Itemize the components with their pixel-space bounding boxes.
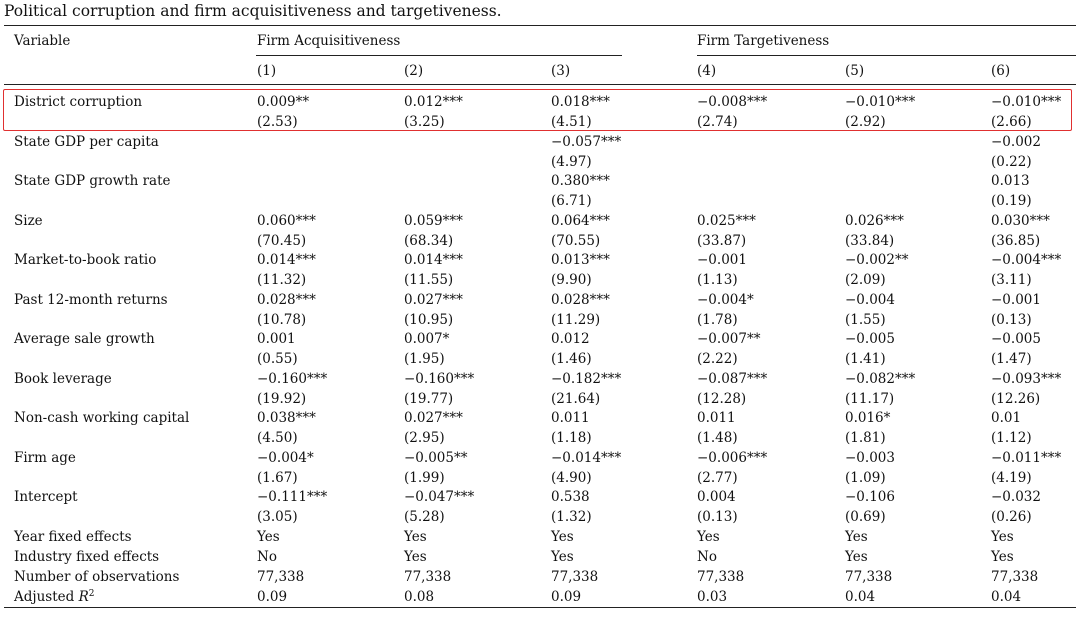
footer-row-label: Year fixed effects <box>14 529 132 545</box>
t-stat-cell: (3.25) <box>404 114 445 130</box>
coef-cell: −0.087*** <box>697 370 768 387</box>
t-stat-cell: (1.47) <box>991 351 1032 367</box>
table-caption: Political corruption and firm acquisitiveness and targetiveness. <box>4 2 502 20</box>
coef-cell: −0.047*** <box>404 489 475 505</box>
t-stat-cell: (0.13) <box>697 509 738 525</box>
bottom-rule <box>4 607 1076 608</box>
row-label: State GDP growth rate <box>14 173 171 189</box>
row-label: Book leverage <box>14 370 112 387</box>
t-stat-cell: (4.90) <box>551 469 592 486</box>
top-rule <box>4 25 1076 26</box>
coef-cell: −0.005 <box>845 331 895 347</box>
footer-cell: 0.04 <box>991 589 1022 605</box>
coef-cell: −0.032 <box>991 489 1041 505</box>
coef-cell: −0.001 <box>697 252 747 268</box>
t-stat-cell: (1.32) <box>551 509 592 525</box>
coef-cell: 0.011 <box>697 410 736 426</box>
t-stat-cell: (12.28) <box>697 390 747 407</box>
coef-cell: 0.007* <box>404 331 450 347</box>
t-stat-cell: (3.11) <box>991 272 1032 288</box>
coef-cell: −0.007** <box>697 331 761 347</box>
t-stat-cell: (11.55) <box>404 272 454 288</box>
coef-cell: −0.005** <box>404 449 468 466</box>
t-stat-cell: (1.78) <box>697 311 738 328</box>
t-stat-cell: (70.45) <box>257 232 307 249</box>
t-stat-cell: (2.53) <box>257 114 298 130</box>
t-stat-cell: (0.13) <box>991 311 1032 328</box>
group2-rule <box>697 55 1076 56</box>
coef-cell: −0.111*** <box>257 489 328 505</box>
t-stat-cell: (11.17) <box>845 390 895 407</box>
coef-cell: 0.064*** <box>551 212 610 229</box>
coef-cell: −0.010*** <box>845 94 916 110</box>
t-stat-cell: (0.26) <box>991 509 1032 525</box>
row-label: Firm age <box>14 449 76 466</box>
footer-row-label: Adjusted $R^2$ <box>14 589 95 605</box>
coef-cell: 0.014*** <box>257 252 316 268</box>
footer-cell: 77,338 <box>551 569 599 585</box>
footer-cell: 77,338 <box>991 569 1039 585</box>
coef-cell: 0.059*** <box>404 212 463 229</box>
t-stat-cell: (1.09) <box>845 469 886 486</box>
coef-cell: −0.006*** <box>697 449 768 466</box>
footer-cell: 77,338 <box>845 569 893 585</box>
row-label: Past 12-month returns <box>14 291 168 308</box>
footer-cell: 0.08 <box>404 589 435 605</box>
footer-row-label: Number of observations <box>14 569 180 585</box>
t-stat-cell: (4.51) <box>551 114 592 130</box>
footer-cell: Yes <box>551 549 574 565</box>
t-stat-cell: (2.95) <box>404 430 445 446</box>
t-stat-cell: (11.32) <box>257 272 307 288</box>
footer-cell: 77,338 <box>697 569 745 585</box>
coef-cell: −0.004 <box>845 291 895 308</box>
coef-cell: −0.014*** <box>551 449 622 466</box>
coef-cell: 0.01 <box>991 410 1022 426</box>
footer-cell: 77,338 <box>257 569 305 585</box>
t-stat-cell: (0.22) <box>991 153 1032 170</box>
coef-cell: 0.011 <box>551 410 590 426</box>
coef-cell: 0.018*** <box>551 94 610 110</box>
t-stat-cell: (2.92) <box>845 114 886 130</box>
t-stat-cell: (1.12) <box>991 430 1032 446</box>
group1-rule <box>256 55 622 56</box>
coef-cell: 0.001 <box>257 331 296 347</box>
t-stat-cell: (2.22) <box>697 351 738 367</box>
coef-cell: −0.008*** <box>697 94 768 110</box>
t-stat-cell: (1.48) <box>697 430 738 446</box>
footer-cell: Yes <box>845 549 868 565</box>
coef-cell: 0.016* <box>845 410 891 426</box>
row-label: Intercept <box>14 489 78 505</box>
footer-cell: Yes <box>991 549 1014 565</box>
t-stat-cell: (1.13) <box>697 272 738 288</box>
footer-cell: Yes <box>257 529 280 545</box>
coef-cell: 0.060*** <box>257 212 316 229</box>
coef-cell: 0.025*** <box>697 212 756 229</box>
t-stat-cell: (1.41) <box>845 351 886 367</box>
t-stat-cell: (12.26) <box>991 390 1041 407</box>
header-group-acquisitiveness: Firm Acquisitiveness <box>257 33 401 49</box>
footer-row-label: Industry fixed effects <box>14 549 160 565</box>
coef-cell: 0.026*** <box>845 212 904 229</box>
t-stat-cell: (2.74) <box>697 114 738 130</box>
t-stat-cell: (0.55) <box>257 351 298 367</box>
footer-cell: No <box>257 549 277 565</box>
t-stat-cell: (4.50) <box>257 430 298 446</box>
coef-cell: −0.010*** <box>991 94 1062 110</box>
coef-cell: −0.093*** <box>991 370 1062 387</box>
column-header-4: (4) <box>697 63 717 79</box>
coef-cell: −0.001 <box>991 291 1041 308</box>
coef-cell: −0.057*** <box>551 133 622 150</box>
t-stat-cell: (33.87) <box>697 232 747 249</box>
t-stat-cell: (1.55) <box>845 311 886 328</box>
row-label: Average sale growth <box>14 331 155 347</box>
header-variable: Variable <box>14 33 71 49</box>
t-stat-cell: (4.97) <box>551 153 592 170</box>
t-stat-cell: (3.05) <box>257 509 298 525</box>
column-header-2: (2) <box>404 63 424 79</box>
t-stat-cell: (19.77) <box>404 390 454 407</box>
footer-cell: Yes <box>991 529 1014 545</box>
t-stat-cell: (5.28) <box>404 509 445 525</box>
t-stat-cell: (36.85) <box>991 232 1041 249</box>
row-label: State GDP per capita <box>14 133 159 150</box>
footer-cell: 77,338 <box>404 569 452 585</box>
t-stat-cell: (1.95) <box>404 351 445 367</box>
t-stat-cell: (1.46) <box>551 351 592 367</box>
t-stat-cell: (0.69) <box>845 509 886 525</box>
coef-cell: 0.012*** <box>404 94 463 110</box>
coef-cell: 0.538 <box>551 489 590 505</box>
row-label: District corruption <box>14 94 143 110</box>
footer-cell: Yes <box>404 529 427 545</box>
coef-cell: 0.027*** <box>404 291 463 308</box>
column-header-6: (6) <box>991 63 1011 79</box>
header-group-targetiveness: Firm Targetiveness <box>697 33 830 49</box>
t-stat-cell: (1.99) <box>404 469 445 486</box>
t-stat-cell: (1.67) <box>257 469 298 486</box>
t-stat-cell: (4.19) <box>991 469 1032 486</box>
t-stat-cell: (10.78) <box>257 311 307 328</box>
coef-cell: −0.003 <box>845 449 895 466</box>
coef-cell: 0.028*** <box>551 291 610 308</box>
t-stat-cell: (1.18) <box>551 430 592 446</box>
coef-cell: 0.012 <box>551 331 590 347</box>
coef-cell: 0.380*** <box>551 173 610 189</box>
footer-cell: Yes <box>845 529 868 545</box>
coef-cell: 0.038*** <box>257 410 316 426</box>
footer-cell: 0.04 <box>845 589 876 605</box>
t-stat-cell: (0.19) <box>991 193 1032 209</box>
footer-cell: 0.09 <box>257 589 288 605</box>
coef-cell: 0.027*** <box>404 410 463 426</box>
coef-cell: 0.013 <box>991 173 1030 189</box>
t-stat-cell: (2.09) <box>845 272 886 288</box>
column-header-5: (5) <box>845 63 865 79</box>
t-stat-cell: (33.84) <box>845 232 895 249</box>
coef-cell: 0.014*** <box>404 252 463 268</box>
coef-cell: −0.160*** <box>257 370 328 387</box>
t-stat-cell: (2.66) <box>991 114 1032 130</box>
coef-cell: −0.004* <box>257 449 314 466</box>
column-header-3: (3) <box>551 63 571 79</box>
footer-cell: Yes <box>697 529 720 545</box>
row-label: Market-to-book ratio <box>14 252 157 268</box>
footer-cell: 0.03 <box>697 589 728 605</box>
column-header-1: (1) <box>257 63 277 79</box>
coef-cell: −0.106 <box>845 489 895 505</box>
t-stat-cell: (11.29) <box>551 311 601 328</box>
coef-cell: 0.004 <box>697 489 736 505</box>
coef-cell: −0.004* <box>697 291 754 308</box>
t-stat-cell: (21.64) <box>551 390 601 407</box>
t-stat-cell: (70.55) <box>551 232 601 249</box>
coef-cell: −0.082*** <box>845 370 916 387</box>
coef-cell: −0.182*** <box>551 370 622 387</box>
footer-cell: No <box>697 549 717 565</box>
footer-cell: 0.09 <box>551 589 582 605</box>
t-stat-cell: (19.92) <box>257 390 307 407</box>
t-stat-cell: (68.34) <box>404 232 454 249</box>
coef-cell: 0.030*** <box>991 212 1050 229</box>
coef-cell: −0.002 <box>991 133 1041 150</box>
coef-cell: −0.004*** <box>991 252 1062 268</box>
coef-cell: −0.002** <box>845 252 909 268</box>
coef-cell: −0.011*** <box>991 449 1062 466</box>
footer-cell: Yes <box>551 529 574 545</box>
coef-cell: −0.005 <box>991 331 1041 347</box>
t-stat-cell: (10.95) <box>404 311 454 328</box>
row-label: Non-cash working capital <box>14 410 190 426</box>
coef-cell: 0.009** <box>257 94 310 110</box>
t-stat-cell: (1.81) <box>845 430 886 446</box>
header-bottom-rule <box>4 84 1076 85</box>
row-label: Size <box>14 212 43 229</box>
coef-cell: 0.013*** <box>551 252 610 268</box>
footer-cell: Yes <box>404 549 427 565</box>
t-stat-cell: (6.71) <box>551 193 592 209</box>
t-stat-cell: (9.90) <box>551 272 592 288</box>
coef-cell: 0.028*** <box>257 291 316 308</box>
coef-cell: −0.160*** <box>404 370 475 387</box>
t-stat-cell: (2.77) <box>697 469 738 486</box>
